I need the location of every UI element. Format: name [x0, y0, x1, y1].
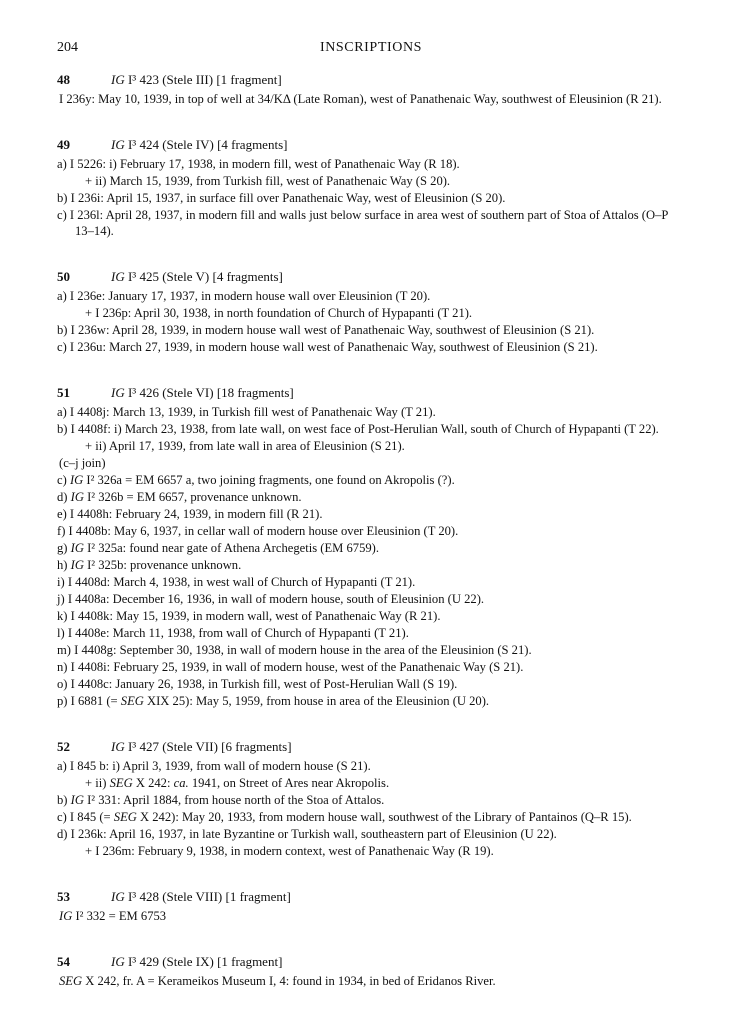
fragment-item: b) I 236w: April 28, 1939, in modern house wall west of Panathenaic Way, southwest of Eleusinion (S 21).	[57, 323, 595, 337]
fragment-item: l) I 4408e: March 11, 1938, from wall of Church of Hypapanti (T 21).	[57, 626, 409, 640]
fragment-item: g) IG I² 325a: found near gate of Athena Archegetis (EM 6759).	[57, 541, 380, 555]
running-title: INSCRIPTIONS	[319, 40, 423, 55]
document-page	[57, 40, 685, 990]
entry-54	[57, 954, 685, 989]
entry-50	[57, 269, 685, 355]
entry-title: IG I³ 424 (Stele IV) [4 fragments]	[111, 137, 288, 152]
fragment-item: k) I 4408k: May 15, 1939, in modern wall, west of Panathenaic Way (R 21).	[57, 609, 441, 623]
fragment-item: SEG X 242, fr. A = Kerameikos Museum I, 4: found in 1934, in bed of Eridanos River.	[59, 974, 496, 988]
fragment-item: d) I 236k: April 16, 1937, in late Byzantine or Turkish wall, southeastern part of Eleusinion (U 22).	[57, 827, 557, 841]
fragment-item: f) I 4408b: May 6, 1937, in cellar wall of modern house over Eleusinion (T 20).	[57, 524, 459, 538]
entry-title: IG I³ 423 (Stele III) [1 fragment]	[111, 72, 282, 87]
entry-heading	[57, 954, 685, 970]
entry-52	[57, 739, 685, 859]
entry-title: IG I³ 428 (Stele VIII) [1 fragment]	[111, 889, 291, 904]
entry-number: 50	[57, 269, 70, 284]
entry-heading	[57, 739, 685, 755]
fragment-item: p) I 6881 (= SEG XIX 25): May 5, 1959, from house in area of the Eleusinion (U 20).	[57, 694, 490, 708]
entry-number: 54	[57, 954, 70, 969]
entry-number: 53	[57, 889, 70, 904]
join-note: (c–j join)	[59, 456, 106, 470]
fragment-item: + ii) April 17, 1939, from late wall in area of Eleusinion (S 21).	[85, 439, 405, 453]
fragment-item: i) I 4408d: March 4, 1938, in west wall of Church of Hypapanti (T 21).	[57, 575, 416, 589]
fragment-item: + I 236m: February 9, 1938, in modern context, west of Panathenaic Way (R 19).	[85, 844, 494, 858]
fragment-item: m) I 4408g: September 30, 1938, in wall of modern house in the area of the Eleusinion (S 21).	[57, 643, 532, 657]
fragment-item: a) I 5226: i) February 17, 1938, in modern fill, west of Panathenaic Way (R 18).	[57, 157, 460, 171]
fragment-item: c) I 236u: March 27, 1939, in modern house wall west of Panathenaic Way, southwest of Eleusinion (S 21).	[57, 340, 598, 354]
fragment-item: + ii) SEG X 242: ca. 1941, on Street of Ares near Akropolis.	[85, 776, 390, 790]
entry-number: 49	[57, 137, 70, 152]
fragment-item: n) I 4408i: February 25, 1939, in wall of modern house, west of the Panathenaic Way (S 21).	[57, 660, 524, 674]
page-number: 204	[57, 40, 78, 55]
fragment-item: a) I 236e: January 17, 1937, in modern house wall over Eleusinion (T 20).	[57, 289, 431, 303]
entry-number: 52	[57, 739, 70, 754]
fragment-item: c) I 845 (= SEG X 242): May 20, 1933, from modern house wall, southwest of the Library of Pantainos (Q–R 15).	[57, 810, 632, 824]
page-header	[57, 40, 685, 60]
entry-48	[57, 72, 685, 107]
fragment-item: + ii) March 15, 1939, from Turkish fill, west of Panathenaic Way (S 20).	[85, 174, 451, 188]
entry-heading	[57, 72, 685, 88]
entry-heading	[57, 269, 685, 285]
entry-heading	[57, 889, 685, 905]
fragment-item: o) I 4408c: January 26, 1938, in Turkish fill, west of Post-Herulian Wall (S 19).	[57, 677, 458, 691]
entry-number: 48	[57, 72, 70, 87]
fragment-item: a) I 845 b: i) April 3, 1939, from wall of modern house (S 21).	[57, 759, 371, 773]
fragment-item: e) I 4408h: February 24, 1939, in modern fill (R 21).	[57, 507, 323, 521]
fragment-item: b) IG I² 331: April 1884, from house north of the Stoa of Attalos.	[57, 793, 385, 807]
fragment-item: IG I² 332 = EM 6753	[59, 909, 167, 923]
fragment-item: c) IG I² 326a = EM 6657 a, two joining fragments, one found on Akropolis (?).	[57, 473, 455, 487]
entry-51	[57, 385, 685, 709]
entry-heading	[57, 137, 685, 153]
fragment-item: b) I 236i: April 15, 1937, in surface fill over Panathenaic Way, west of Eleusinion (S 20).	[57, 191, 506, 205]
entry-title: IG I³ 426 (Stele VI) [18 fragments]	[111, 385, 294, 400]
fragment-item: h) IG I² 325b: provenance unknown.	[57, 558, 242, 572]
entry-title: IG I³ 425 (Stele V) [4 fragments]	[111, 269, 283, 284]
entry-heading	[57, 385, 685, 401]
entry-number: 51	[57, 385, 70, 400]
fragment-item: + I 236p: April 30, 1938, in north foundation of Church of Hypapanti (T 21).	[85, 306, 473, 320]
fragment-item: b) I 4408f: i) March 23, 1938, from late wall, on west face of Post-Herulian Wall, south of Church of Hypapanti (T 22).	[57, 422, 659, 436]
entry-53	[57, 889, 685, 924]
entry-49	[57, 137, 685, 239]
fragment-item: a) I 4408j: March 13, 1939, in Turkish fill west of Panathenaic Way (T 21).	[57, 405, 436, 419]
fragment-item: d) IG I² 326b = EM 6657, provenance unknown.	[57, 490, 302, 504]
fragment-item: c) I 236l: April 28, 1937, in modern fill and walls just below surface in area west of southern part of Stoa of Attalos (O–P 13–14).	[57, 208, 668, 238]
entry-title: IG I³ 427 (Stele VII) [6 fragments]	[111, 739, 292, 754]
fragment-item: I 236y: May 10, 1939, in top of well at 34/ΚΔ (Late Roman), west of Panathenaic Way, southwest of Eleusinion (R 21).	[59, 92, 662, 106]
entry-title: IG I³ 429 (Stele IX) [1 fragment]	[111, 954, 283, 969]
fragment-item: j) I 4408a: December 16, 1936, in wall of modern house, south of Eleusinion (U 22).	[57, 592, 485, 606]
